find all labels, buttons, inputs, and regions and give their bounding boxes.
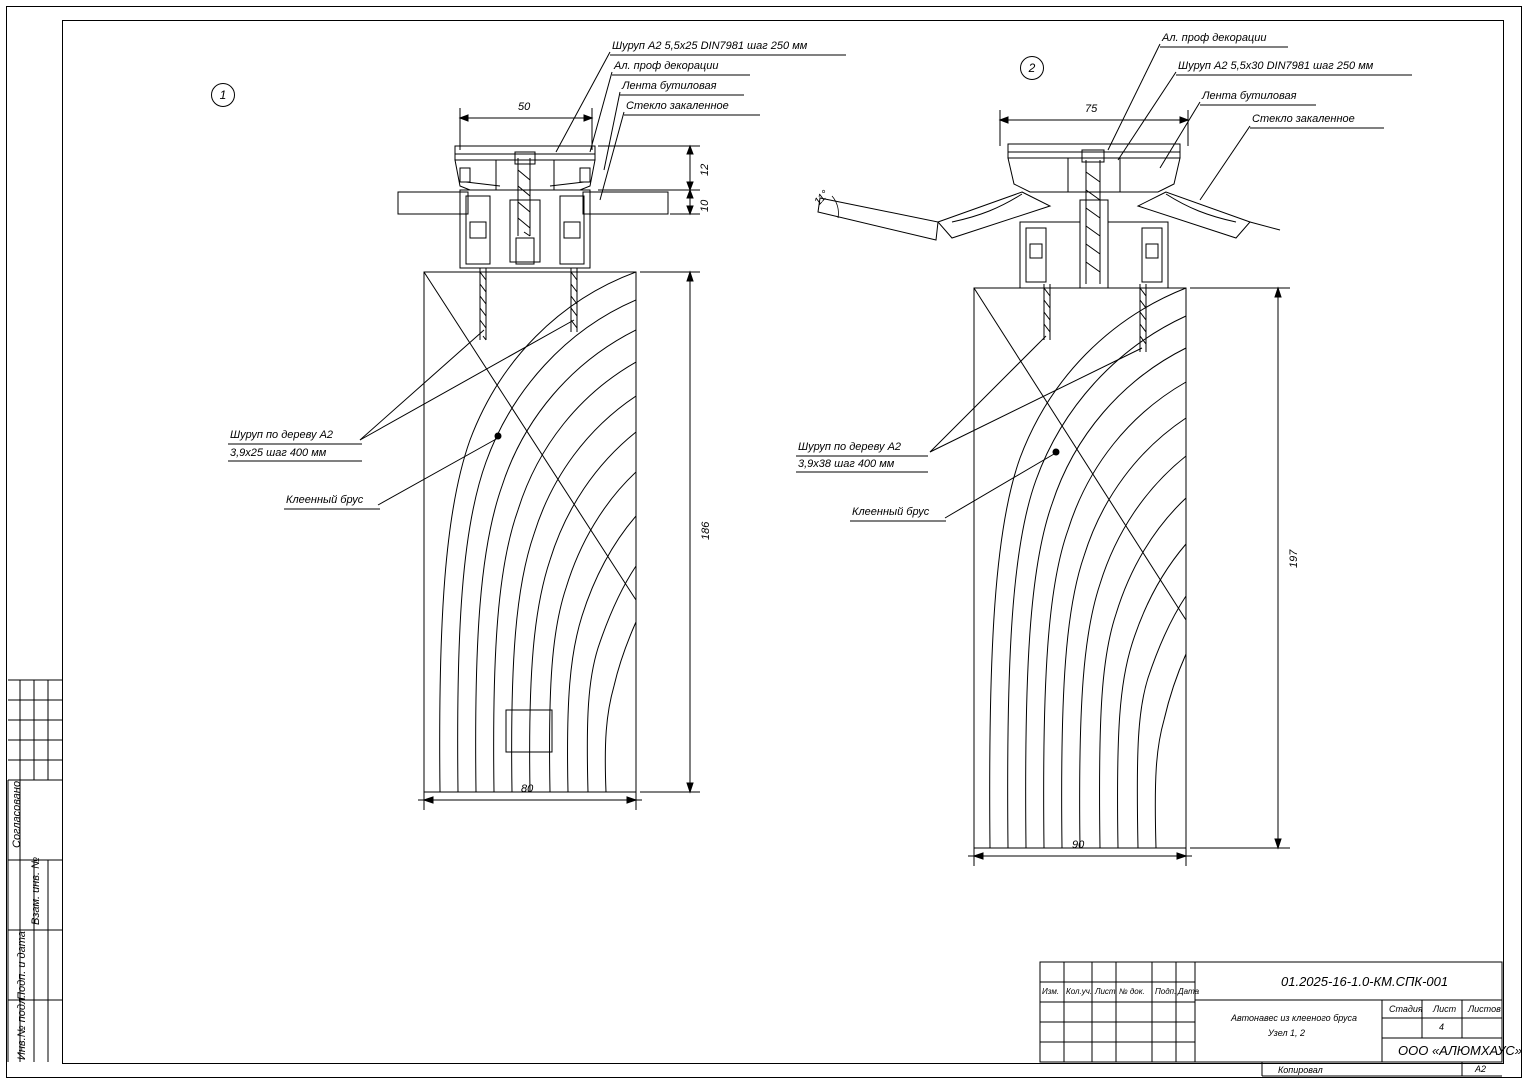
node2-callout-2: Лента бутиловая — [1202, 90, 1297, 102]
node1-screw-note-line2: 3,9х25 шаг 400 мм — [230, 447, 327, 459]
node2-callout-1: Шуруп A2 5,5x30 DIN7981 шаг 250 мм — [1178, 60, 1374, 72]
node1-screw-note-line1: Шуруп по дереву A2 — [230, 429, 334, 441]
node-2-geometry — [818, 44, 1290, 866]
node2-screw-note-line2: 3,9х38 шаг 400 мм — [798, 458, 895, 470]
margin-label-podp-data: Подп. и дата — [16, 931, 28, 1000]
rev-header-4: Подп. — [1155, 987, 1177, 996]
stage-header-2: Листов — [1468, 1004, 1501, 1014]
node1-dim-top-width: 50 — [518, 101, 531, 113]
node2-screw-note-line1: Шуруп по дереву A2 — [798, 441, 902, 453]
node2-beam-note: Клеенный брус — [852, 506, 930, 518]
node1-dim-10: 10 — [699, 199, 711, 212]
drawing-number: 01.2025-16-1.0-КМ.СПК-001 — [1281, 974, 1449, 989]
node1-dim-width: 80 — [521, 783, 534, 795]
node2-dim-height: 197 — [1288, 549, 1300, 568]
node1-callout-0: Шуруп A2 5,5x25 DIN7981 шаг 250 мм — [612, 40, 808, 52]
node1-callout-3: Стекло закаленное — [626, 100, 729, 112]
node1-dim-12: 12 — [699, 163, 711, 176]
node2-callout-0: Ал. проф декорации — [1162, 32, 1267, 44]
stage-value-sheet: 4 — [1439, 1022, 1445, 1032]
margin-label-soglasovano: Согласовано — [11, 780, 23, 848]
node2-angle-label: 11° — [812, 188, 832, 209]
node-marker-2: 2 — [1020, 56, 1044, 80]
rev-header-0: Изм. — [1042, 987, 1060, 996]
sheet-format: A2 — [1475, 1064, 1487, 1074]
copied-label: Копировал — [1278, 1065, 1323, 1075]
node1-dim-height: 186 — [700, 521, 712, 540]
object-line-1: Автонавес из клееного бруса — [1231, 1013, 1357, 1023]
node2-dim-top-width: 75 — [1085, 103, 1098, 115]
node-1-geometry — [360, 52, 700, 810]
margin-label-inv-podl: Инв.№ подл. — [16, 994, 28, 1060]
rev-header-1: Кол.уч. — [1066, 987, 1093, 996]
stage-header-1: Лист — [1433, 1004, 1457, 1014]
node1-beam-note: Клеенный брус — [286, 494, 364, 506]
stage-header-0: Стадия — [1389, 1004, 1423, 1014]
rev-header-5: Дата — [1178, 987, 1200, 996]
node1-callout-2: Лента бутиловая — [622, 80, 717, 92]
node1-callout-1: Ал. проф декорации — [614, 60, 719, 72]
margin-label-vzam-inv: Взам. инв. № — [30, 856, 42, 925]
rev-header-3: № док. — [1119, 987, 1145, 996]
node2-dim-width: 90 — [1072, 839, 1085, 851]
rev-header-2: Лист — [1095, 987, 1116, 996]
object-line-2: Узел 1, 2 — [1268, 1028, 1306, 1038]
company-name: ООО «АЛЮМХАУС» — [1398, 1043, 1522, 1058]
node2-callout-3: Стекло закаленное — [1252, 113, 1355, 125]
node-marker-1: 1 — [211, 83, 235, 107]
